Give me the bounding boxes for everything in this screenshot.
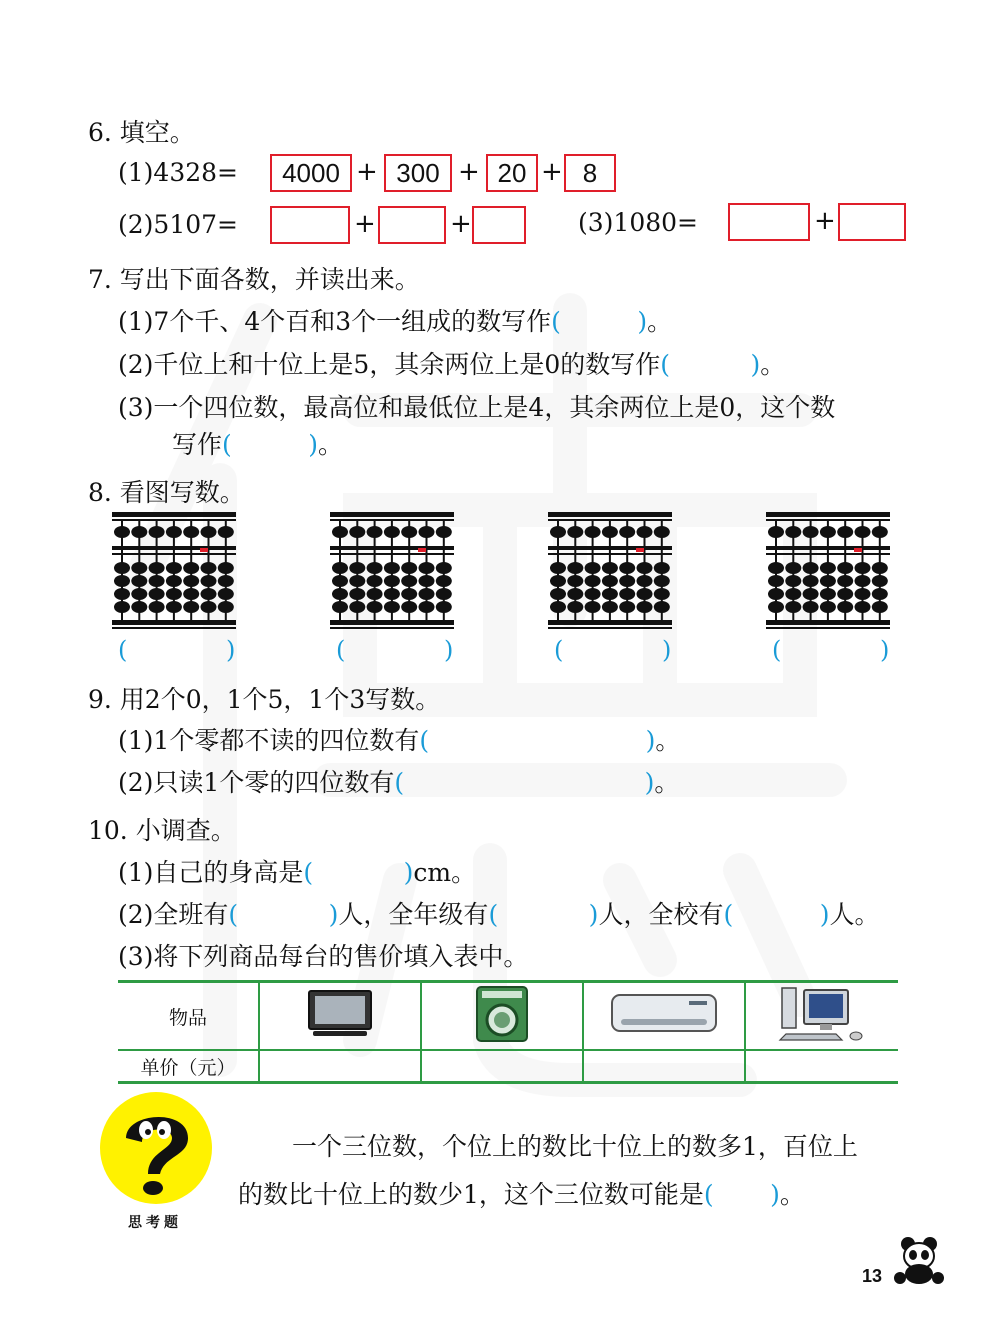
abacus-bead bbox=[637, 575, 653, 587]
abacus-bead bbox=[550, 575, 566, 587]
abacus-bead bbox=[820, 575, 836, 587]
abacus-bead bbox=[401, 601, 417, 613]
abacus-bead bbox=[619, 601, 635, 613]
abacus-bead bbox=[803, 562, 819, 574]
abacus-bead bbox=[567, 562, 583, 574]
q7-p1: (1)7个千、4个百和3个一组成的数写作( ) 。 bbox=[118, 307, 673, 336]
abacus-bead bbox=[367, 588, 383, 600]
abacus-bead bbox=[401, 562, 417, 574]
abacus-bead bbox=[803, 526, 819, 538]
abacus-bead bbox=[619, 562, 635, 574]
abacus-bead bbox=[201, 601, 217, 613]
abacus-bead bbox=[149, 588, 165, 600]
abacus-frame-bottom bbox=[330, 620, 454, 625]
abacus-bead bbox=[619, 575, 635, 587]
abacus-bead bbox=[585, 588, 601, 600]
think-answer-blank[interactable]: ( ) bbox=[703, 1180, 780, 1209]
q6-p1-box-4: 8 bbox=[564, 154, 616, 192]
washer-cell bbox=[421, 982, 583, 1051]
q9-p2-answer-blank[interactable]: ( ) bbox=[394, 768, 655, 797]
abacus-bead bbox=[585, 562, 601, 574]
q6-p2-box-1[interactable] bbox=[270, 206, 350, 244]
abacus-bead bbox=[550, 601, 566, 613]
abacus-bead bbox=[567, 588, 583, 600]
abacus-bead bbox=[654, 575, 670, 587]
abacus-bead bbox=[419, 562, 435, 574]
q7-p3b: 写作( ) 。 bbox=[172, 430, 344, 459]
abacus-bead bbox=[384, 588, 400, 600]
abacus-1-answer-open[interactable]: ( bbox=[118, 636, 128, 664]
abacus-bead bbox=[384, 526, 400, 538]
abacus-bead bbox=[367, 575, 383, 587]
plus-sign: + bbox=[814, 206, 836, 236]
abacus-bead bbox=[820, 526, 836, 538]
q6-p2-box-3[interactable] bbox=[472, 206, 526, 244]
q10-height-blank[interactable]: ( ) bbox=[303, 858, 414, 887]
q10-title: 10. 小调查。 bbox=[88, 816, 236, 845]
q7-p2-text: (2)千位上和十位上是5，其余两位上是0的数写作 bbox=[118, 350, 661, 379]
computer-cell bbox=[745, 982, 898, 1051]
abacus-bead bbox=[419, 588, 435, 600]
abacus-frame-top bbox=[548, 512, 672, 517]
abacus-bead bbox=[654, 588, 670, 600]
abacus-bead bbox=[332, 562, 348, 574]
abacus-bead bbox=[567, 526, 583, 538]
q9-p1-answer-blank[interactable]: ( ) bbox=[419, 726, 656, 755]
tv-cell bbox=[259, 982, 421, 1051]
abacus-bead bbox=[654, 562, 670, 574]
ac-cell bbox=[583, 982, 745, 1051]
abacus-unit-marker bbox=[636, 548, 644, 552]
abacus-frame-top bbox=[112, 519, 236, 521]
abacus-bead bbox=[201, 575, 217, 587]
abacus-bead bbox=[602, 575, 618, 587]
abacus-bead bbox=[803, 575, 819, 587]
washer-price-cell[interactable] bbox=[421, 1050, 583, 1083]
tv-icon bbox=[305, 989, 375, 1039]
tv-price-cell[interactable] bbox=[259, 1050, 421, 1083]
abacus-bead bbox=[332, 601, 348, 613]
ac-price-cell[interactable] bbox=[583, 1050, 745, 1083]
abacus-bead bbox=[872, 575, 888, 587]
abacus-bead bbox=[131, 526, 147, 538]
abacus-bead bbox=[436, 601, 452, 613]
abacus-bead bbox=[837, 575, 853, 587]
washing-machine-icon bbox=[474, 985, 530, 1043]
abacus-bead bbox=[384, 562, 400, 574]
abacus-bead bbox=[401, 526, 417, 538]
abacus-bead bbox=[855, 575, 871, 587]
abacus-bead bbox=[183, 588, 199, 600]
abacus-bead bbox=[855, 601, 871, 613]
q10-p2: (2)全班有( ) 人，全年级有( ) 人，全校有( ) 人。 bbox=[118, 900, 880, 929]
abacus-bead bbox=[654, 601, 670, 613]
q9-title: 9. 用2个0，1个5，1个3写数。 bbox=[88, 685, 441, 714]
abacus-group bbox=[112, 512, 912, 632]
abacus-bead bbox=[401, 575, 417, 587]
abacus-bead bbox=[367, 562, 383, 574]
abacus-bead bbox=[803, 588, 819, 600]
abacus-bead bbox=[149, 575, 165, 587]
page-number: 13 bbox=[862, 1266, 883, 1286]
abacus-bead bbox=[637, 601, 653, 613]
abacus-bead bbox=[218, 562, 234, 574]
abacus-bead bbox=[332, 575, 348, 587]
abacus-bead bbox=[218, 588, 234, 600]
abacus-bead bbox=[367, 526, 383, 538]
q7-p3-answer-blank[interactable]: ( ) bbox=[222, 430, 319, 459]
abacus-bead bbox=[166, 601, 182, 613]
abacus-bead bbox=[855, 562, 871, 574]
abacus-frame-bottom bbox=[548, 627, 672, 629]
abacus-frame-top bbox=[766, 519, 890, 521]
abacus-bead bbox=[585, 601, 601, 613]
abacus-bead bbox=[183, 601, 199, 613]
q10-school-blank[interactable]: ( ) bbox=[723, 900, 830, 929]
panda-icon bbox=[892, 1236, 944, 1286]
abacus-bead bbox=[166, 588, 182, 600]
abacus-bead bbox=[114, 601, 130, 613]
abacus-unit-marker bbox=[854, 548, 862, 552]
abacus-frame-bottom bbox=[766, 627, 890, 629]
row2-label: 单价（元） bbox=[118, 1050, 259, 1083]
plus-sign: + bbox=[458, 157, 480, 187]
abacus-bead bbox=[201, 588, 217, 600]
abacus-bead bbox=[837, 588, 853, 600]
air-conditioner-icon bbox=[609, 991, 719, 1037]
abacus-bead bbox=[384, 575, 400, 587]
q9-p1: (1)1个零都不读的四位数有( ) 。 bbox=[118, 726, 681, 755]
abacus-bead bbox=[855, 588, 871, 600]
abacus-bead bbox=[602, 588, 618, 600]
abacus-bead bbox=[349, 588, 365, 600]
abacus-bead bbox=[619, 526, 635, 538]
think-badge: 思考题 bbox=[128, 1215, 182, 1231]
q7-p3a: (3)一个四位数，最高位和最低位上是4，其余两位上是0，这个数 bbox=[118, 393, 836, 422]
abacus-bead bbox=[401, 588, 417, 600]
row1-label: 物品 bbox=[118, 982, 259, 1051]
abacus-bead bbox=[820, 588, 836, 600]
abacus-bead bbox=[872, 562, 888, 574]
abacus-bead bbox=[166, 562, 182, 574]
abacus-bead bbox=[149, 601, 165, 613]
abacus-2-answer-open[interactable]: ( bbox=[336, 636, 346, 664]
abacus-bead bbox=[131, 562, 147, 574]
abacus-bead bbox=[218, 575, 234, 587]
q6-p3-box-1[interactable] bbox=[728, 203, 810, 241]
q6-p1-box-1: 4000 bbox=[270, 154, 352, 192]
abacus-bead bbox=[602, 601, 618, 613]
plus-sign: + bbox=[356, 157, 378, 187]
abacus-bead bbox=[436, 562, 452, 574]
abacus-bead bbox=[872, 588, 888, 600]
q6-p3-box-2[interactable] bbox=[838, 203, 906, 241]
abacus-bead bbox=[550, 526, 566, 538]
abacus-bead bbox=[332, 526, 348, 538]
abacus-unit-marker bbox=[418, 548, 426, 552]
abacus-bead bbox=[218, 601, 234, 613]
think-line1: 一个三位数，个位上的数比十位上的数多1，百位上 bbox=[292, 1132, 858, 1161]
q6-p1-box-2: 300 bbox=[384, 154, 452, 192]
table-row bbox=[118, 982, 898, 1051]
abacus-bead bbox=[637, 562, 653, 574]
q7-p2: (2)千位上和十位上是5，其余两位上是0的数写作( ) 。 bbox=[118, 350, 786, 379]
abacus-bead bbox=[837, 526, 853, 538]
abacus-frame-bottom bbox=[112, 620, 236, 625]
q7-p1-text: (1)7个千、4个百和3个一组成的数写作 bbox=[118, 307, 552, 336]
abacus-bead bbox=[768, 575, 784, 587]
abacus-bead bbox=[131, 601, 147, 613]
abacus-bead bbox=[567, 601, 583, 613]
abacus-bead bbox=[419, 575, 435, 587]
abacus-bead bbox=[114, 562, 130, 574]
computer-price-cell[interactable] bbox=[745, 1050, 898, 1083]
abacus-bead bbox=[149, 526, 165, 538]
abacus-bead bbox=[183, 562, 199, 574]
abacus-bead bbox=[837, 601, 853, 613]
plus-sign: + bbox=[450, 209, 472, 239]
q6-title: 6. 填空。 bbox=[88, 118, 195, 147]
abacus-bead bbox=[820, 562, 836, 574]
q7-p1-answer-blank[interactable]: ( ) bbox=[551, 307, 648, 336]
abacus-bead bbox=[872, 601, 888, 613]
abacus-bead bbox=[768, 562, 784, 574]
abacus-bead bbox=[585, 526, 601, 538]
abacus-4-answer-close: ) bbox=[880, 636, 890, 664]
abacus-unit-marker bbox=[200, 548, 208, 552]
abacus-bead bbox=[332, 588, 348, 600]
abacus-bead bbox=[183, 526, 199, 538]
abacus-bead bbox=[550, 588, 566, 600]
abacus-frame-top bbox=[330, 512, 454, 517]
abacus-bead bbox=[349, 526, 365, 538]
abacus-bead bbox=[567, 575, 583, 587]
abacus-3-answer-open[interactable]: ( bbox=[554, 636, 564, 664]
q6-p1-box-3: 20 bbox=[486, 154, 538, 192]
abacus-bead bbox=[550, 562, 566, 574]
abacus-bead bbox=[201, 562, 217, 574]
abacus-bead bbox=[785, 575, 801, 587]
q8-title: 8. 看图写数。 bbox=[88, 478, 245, 507]
abacus-1-answer-close: ) bbox=[226, 636, 236, 664]
abacus-bead bbox=[419, 526, 435, 538]
abacus-2-answer-close: ) bbox=[444, 636, 454, 664]
abacus-bead bbox=[768, 526, 784, 538]
abacus-bead bbox=[201, 526, 217, 538]
abacus-bead bbox=[114, 588, 130, 600]
abacus-bead bbox=[602, 526, 618, 538]
q6-p3-prefix: (3)1080= bbox=[578, 208, 698, 237]
abacus-bead bbox=[114, 526, 130, 538]
abacus-bead bbox=[436, 588, 452, 600]
abacus-4-answer-open[interactable]: ( bbox=[772, 636, 782, 664]
abacus-bead bbox=[436, 575, 452, 587]
abacus-bead bbox=[131, 588, 147, 600]
abacus-bead bbox=[820, 601, 836, 613]
q6-p2-box-2[interactable] bbox=[378, 206, 446, 244]
abacus-bead bbox=[149, 562, 165, 574]
abacus-bead bbox=[367, 601, 383, 613]
abacus-bead bbox=[183, 575, 199, 587]
abacus-bead bbox=[637, 588, 653, 600]
plus-sign: + bbox=[354, 209, 376, 239]
abacus-bead bbox=[872, 526, 888, 538]
plus-sign: + bbox=[541, 157, 563, 187]
abacus-frame-bottom bbox=[112, 627, 236, 629]
abacus-frame-top bbox=[330, 519, 454, 521]
q10-p1: (1)自己的身高是( ) cm。 bbox=[118, 858, 477, 887]
abacus-bead bbox=[384, 601, 400, 613]
abacus-frame-bottom bbox=[330, 627, 454, 629]
abacus-bead bbox=[602, 562, 618, 574]
abacus-bead bbox=[855, 526, 871, 538]
abacus-bead bbox=[785, 588, 801, 600]
abacus-frame-top bbox=[112, 512, 236, 517]
q10-class-blank[interactable]: ( ) bbox=[228, 900, 339, 929]
abacus-bead bbox=[837, 562, 853, 574]
question-mascot-icon bbox=[98, 1090, 216, 1210]
abacus-bead bbox=[131, 575, 147, 587]
abacus-bead bbox=[768, 588, 784, 600]
abacus-bead bbox=[785, 601, 801, 613]
abacus-bead bbox=[349, 575, 365, 587]
abacus-bead bbox=[619, 588, 635, 600]
abacus-bead bbox=[637, 526, 653, 538]
q7-title: 7. 写出下面各数，并读出来。 bbox=[88, 265, 420, 294]
abacus-bead bbox=[436, 526, 452, 538]
abacus-bead bbox=[349, 562, 365, 574]
q10-grade-blank[interactable]: ( ) bbox=[488, 900, 599, 929]
abacus-bead bbox=[419, 601, 435, 613]
abacus-bead bbox=[218, 526, 234, 538]
computer-icon bbox=[776, 984, 868, 1044]
abacus-frame-top bbox=[766, 512, 890, 517]
abacus-frame-top bbox=[548, 519, 672, 521]
abacus-frame-bottom bbox=[766, 620, 890, 625]
abacus-bead bbox=[349, 601, 365, 613]
abacus-bead bbox=[768, 601, 784, 613]
abacus-bead bbox=[114, 575, 130, 587]
abacus-frame-bottom bbox=[548, 620, 672, 625]
abacus-bead bbox=[166, 526, 182, 538]
table-row bbox=[118, 1050, 898, 1083]
think-line2: 的数比十位上的数少1，这个三位数可能是( ) 。 bbox=[238, 1180, 805, 1209]
abacus-bead bbox=[803, 601, 819, 613]
q10-p3: (3)将下列商品每台的售价填入表中。 bbox=[118, 942, 529, 971]
q6-p2-prefix: (2)5107= bbox=[118, 210, 238, 239]
abacus-bead bbox=[585, 575, 601, 587]
abacus-bead bbox=[166, 575, 182, 587]
q7-p2-answer-blank[interactable]: ( ) bbox=[660, 350, 761, 379]
abacus-bead bbox=[785, 526, 801, 538]
q9-p2: (2)只读1个零的四位数有( ) 。 bbox=[118, 768, 680, 797]
abacus-bead bbox=[654, 526, 670, 538]
q6-p1-prefix: (1)4328= bbox=[118, 158, 238, 187]
price-table bbox=[118, 980, 898, 1084]
abacus-3-answer-close: ) bbox=[662, 636, 672, 664]
abacus-bead bbox=[785, 562, 801, 574]
